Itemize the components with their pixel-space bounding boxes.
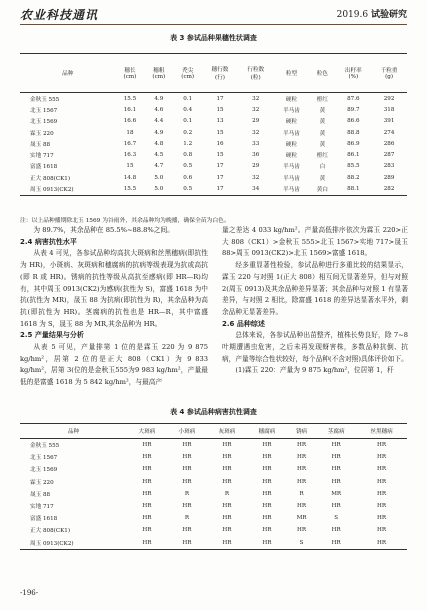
table-cell: 半马齿 (283, 187, 300, 194)
table-cell: HR (222, 442, 232, 449)
table-cell: 15.5 (123, 186, 137, 193)
table-cell: HR (297, 466, 307, 473)
table-cell: 29 (252, 163, 260, 170)
column-header: 茎腐病 (327, 429, 345, 435)
table-cell: MR (296, 515, 307, 522)
column-header: 大斑病 (138, 429, 156, 435)
table-cell: HR (262, 490, 272, 497)
table-cell: R (224, 490, 230, 497)
table-cell: HR (377, 503, 387, 510)
paragraph: 量之差达 4 033 kg/hm²。产量高低排序依次为霖玉 220>正大 808（CK1）>金秋玉 555>北玉 1567>实地 717>晟玉 88>周玉 0913(CK2)>北玉 1569>富盛 1618。 (222, 226, 408, 258)
paragraph: 经多重显著性检验，参试品种进行多重比较的结果显示，霖玉 220 与对照 1(正大 808）相互间无显著差异，但与对照 2(周玉 0913)及其余品种差异显著；其余品种与对照 1 有显著差异，与对照 2 相比，除富盛 1618 的差异达显著水平外，剩余品种无显著差异。 (222, 261, 408, 316)
table-cell: HR (142, 515, 152, 522)
table-cell: HR (377, 466, 387, 473)
paragraph: 总体来说，各参试品种出苗整齐，植株长势良好，除 7~8 叶期遭遇虫危害，之后未再发现蚜害株，多数品种抗倒、抗病，产量等综合性状较好，每个品种(不含对照)具体评价如下。 (222, 331, 408, 363)
variety-name: 富盛 1618 (30, 164, 58, 171)
table-cell: 硬粒 (285, 141, 298, 148)
table-row (20, 524, 407, 536)
header-rule (20, 24, 407, 25)
variety-name: 晟玉 88 (30, 491, 51, 498)
table-cell: HR (297, 442, 307, 449)
table-cell: HR (331, 527, 341, 534)
table3 (20, 53, 407, 196)
table-cell: 17 (216, 186, 224, 193)
table-cell: HR (222, 454, 232, 461)
table-cell: HR (182, 539, 192, 546)
table-cell: 283 (383, 163, 395, 170)
page-header (20, 6, 407, 24)
table-cell: HR (377, 490, 387, 497)
table3-note: 注：以上品种播期除北玉 1569 为谷雨外，其余品种均为晚播，确保全苗为白色。 (20, 218, 230, 224)
table-cell: HR (142, 527, 152, 534)
table-cell: 5.0 (154, 174, 164, 181)
table-cell: 0.1 (183, 95, 193, 102)
table-cell: 391 (383, 118, 395, 125)
table-cell: HR (377, 442, 387, 449)
section-name: 试验研究 (370, 10, 407, 20)
column-header: 丝黑穗病 (370, 429, 393, 435)
table-cell: 0.4 (183, 106, 193, 113)
table-cell: HR (222, 539, 232, 546)
table-cell: 15 (126, 163, 134, 170)
column-header: 出籽率 (%) (344, 68, 362, 80)
table-cell: HR (262, 442, 272, 449)
table-cell: HR (297, 527, 307, 534)
column-header: 秃尖 (cm) (181, 68, 195, 80)
table-cell: HR (222, 478, 232, 485)
issue-info (337, 7, 407, 20)
table-cell: HR (182, 442, 192, 449)
table-cell: HR (142, 466, 152, 473)
table-cell: 黄 (319, 130, 326, 137)
variety-name: 霖玉 220 (30, 479, 54, 486)
table-cell: HR (297, 503, 307, 510)
paragraph: 从表 4 可见，各参试品种均高抗大斑病和丝黑穗病(即抗性为 HR)，小斑病、灰斑病和穗腐病的抗病等级表现为抗或高抗(即 R 或 HR)。锈病的抗性等级从高抗至感病(即 HR—R)均有，其中周玉 0913(CK2)为感病(抗性为 S)，富盛 1618 为中抗(抗性为 MR)，晟玉 88 为抗病(即抗性为 R)，其余品种为高抗(即抗性为 HR)。茎腐病的抗性也是 HR—R，其中富盛 1618 为 S，晟玉 88 为 MR,其余品种为 HR。 (20, 249, 208, 328)
table-cell: 88.2 (347, 174, 360, 181)
table-cell: 89.7 (347, 106, 360, 113)
journal-title: 农业科技通讯 (20, 8, 99, 22)
table-cell: 274 (383, 129, 395, 136)
table-cell: HR (142, 478, 152, 485)
right-column (222, 225, 408, 377)
table-row (20, 500, 407, 512)
table-cell: 86.6 (347, 118, 360, 125)
table-cell: 橙红 (316, 96, 328, 103)
table-row (20, 183, 407, 195)
table-cell: R (184, 490, 190, 497)
table-cell: 0.1 (183, 118, 193, 125)
table-cell: 87.6 (347, 95, 360, 102)
table-cell: 0.6 (183, 174, 193, 181)
variety-name: 北玉 1567 (30, 107, 58, 114)
table-cell: MR (331, 490, 342, 497)
table-cell: 33 (252, 140, 260, 147)
table-row (20, 127, 407, 138)
table-cell: 16.7 (123, 140, 137, 147)
table-cell: 0.5 (183, 163, 193, 170)
section-heading: 2.6 品种综述 (222, 319, 265, 328)
column-header: 穗长 (cm) (123, 68, 137, 80)
table-cell: 4.9 (154, 129, 164, 136)
table-row (20, 161, 407, 172)
table-cell: HR (377, 515, 387, 522)
table-row (20, 488, 407, 500)
table-cell: HR (222, 466, 232, 473)
table-cell: HR (377, 478, 387, 485)
table-cell: 85.5 (347, 163, 360, 170)
table-cell: 282 (383, 186, 395, 193)
table-cell: HR (331, 539, 341, 546)
table-cell: HR (262, 527, 272, 534)
column-header: 品种 (67, 429, 80, 435)
paragraph: (1)霖玉 220：产量为 9 875 kg/hm²，位居第 1，秆 (235, 366, 394, 375)
table-cell: 黄 (319, 141, 326, 148)
table-cell: 15 (216, 152, 224, 159)
variety-name: 金秋玉 555 (30, 443, 60, 450)
table-cell: 白 (319, 164, 326, 171)
table-cell: HR (377, 539, 387, 546)
table-row (20, 476, 407, 488)
table-cell: 287 (383, 152, 395, 159)
column-header: 穗腐病 (258, 429, 276, 435)
table-cell: 5.0 (154, 186, 164, 193)
column-header: 穗行数 (行) (211, 67, 229, 81)
column-header: 品种 (62, 71, 74, 77)
table-cell: 13 (216, 118, 224, 125)
table-cell: 4.8 (154, 140, 164, 147)
table-cell: HR (222, 527, 232, 534)
table-cell: HR (262, 454, 272, 461)
table-cell: HR (331, 466, 341, 473)
table-cell: HR (182, 466, 192, 473)
table-cell: HR (331, 478, 341, 485)
left-column (20, 225, 208, 389)
table-cell: 15 (216, 129, 224, 136)
table-cell: 292 (383, 95, 395, 102)
section-heading: 2.5 产量结果与分析 (20, 331, 84, 340)
column-header: 锈病 (295, 429, 308, 435)
table-cell: HR (142, 442, 152, 449)
table-cell: S (299, 539, 304, 546)
table-cell: 4.9 (154, 95, 164, 102)
table-cell: 半马齿 (283, 130, 300, 137)
table-cell: 黄 (319, 107, 326, 114)
table-row (20, 149, 407, 160)
table-cell: 88.8 (347, 129, 360, 136)
table-cell: HR (142, 503, 152, 510)
variety-name: 金秋玉 555 (30, 96, 60, 103)
table-row (20, 451, 407, 463)
table-row (20, 439, 407, 452)
table-cell: 36 (252, 152, 260, 159)
table-cell: 32 (252, 129, 260, 136)
table-cell: 18 (126, 129, 134, 136)
table-cell: HR (331, 454, 341, 461)
variety-name: 实地 717 (30, 153, 54, 160)
page-number: -196- (20, 589, 39, 597)
column-header: 粒型 (285, 71, 298, 77)
table-cell: 16.1 (123, 106, 137, 113)
table-cell: 289 (383, 174, 395, 181)
table-cell: HR (142, 539, 152, 546)
table-cell: 1.2 (183, 140, 193, 147)
table-cell: HR (297, 478, 307, 485)
table-cell: 16 (216, 140, 224, 147)
variety-name: 北玉 1569 (30, 467, 58, 474)
table-cell: 32 (252, 174, 260, 181)
table-cell: HR (262, 539, 272, 546)
variety-name: 北玉 1569 (30, 119, 58, 126)
column-header: 小斑病 (178, 429, 196, 435)
table-cell: S (334, 515, 339, 522)
table-cell: 橙红 (316, 153, 328, 160)
table-cell: 黄 (319, 175, 326, 182)
table-cell: HR (182, 527, 192, 534)
table-cell: 88.1 (347, 186, 360, 193)
table-cell: 0.5 (183, 186, 193, 193)
table-cell: 17 (216, 163, 224, 170)
column-header: 行粒数 (粒) (247, 67, 265, 81)
table-cell: 半马齿 (283, 175, 300, 182)
table-cell: 16.6 (123, 118, 137, 125)
table-cell: 32 (252, 106, 260, 113)
table-cell: 17 (216, 174, 224, 181)
table-cell: HR (262, 478, 272, 485)
table-cell: 0.2 (183, 129, 193, 136)
paragraph: 为 89.7%，其余品种在 85.5%~88.8%之间。 (33, 226, 174, 234)
variety-name: 正大 808(CK1) (30, 528, 71, 535)
table-cell: HR (142, 454, 152, 461)
table-cell: 4.6 (154, 106, 164, 113)
table-cell: 14.8 (123, 174, 137, 181)
table-cell: 4.5 (154, 152, 164, 159)
table-cell: 半马齿 (283, 107, 300, 114)
table-cell: HR (222, 515, 232, 522)
variety-name: 富盛 1618 (30, 516, 58, 523)
table-cell: 4.4 (154, 118, 164, 125)
table-cell: 32 (252, 95, 260, 102)
table-cell: 16.3 (123, 152, 137, 159)
variety-name: 晟玉 88 (30, 141, 51, 148)
variety-name: 霖玉 220 (30, 130, 54, 137)
table-cell: R (299, 490, 304, 497)
issue-number: 2019.6 (336, 10, 369, 20)
variety-name: 实地 717 (30, 504, 54, 511)
table-row (20, 116, 407, 127)
table-cell: HR (331, 503, 341, 510)
table-cell: HR (262, 515, 272, 522)
table-cell: HR (182, 478, 192, 485)
table-cell: HR (262, 466, 272, 473)
table-cell: 286 (383, 140, 395, 147)
table-cell: HR (182, 454, 192, 461)
variety-name: 周玉 0913(CK2) (30, 187, 74, 194)
table-row (20, 512, 407, 524)
table-cell: HR (331, 442, 341, 449)
table-cell: 29 (252, 118, 260, 125)
table-row (20, 93, 407, 105)
table-cell: 硬粒 (285, 96, 298, 103)
table-row (20, 537, 407, 550)
table-cell: 15 (216, 106, 224, 113)
table-cell: 34 (252, 186, 260, 193)
table3-caption: 表 3 参试品种果穗性状调查 (170, 34, 257, 42)
table-row (20, 463, 407, 475)
table4 (20, 423, 407, 550)
table4-caption: 表 4 参试品种病害抗性调查 (170, 408, 257, 416)
table-cell: 硬粒 (285, 119, 298, 126)
table-cell: HR (377, 527, 387, 534)
column-header: 穗粗 (cm) (152, 68, 166, 80)
variety-name: 周玉 0913(CK2) (30, 540, 74, 547)
table-cell: 86.9 (347, 140, 360, 147)
variety-name: 北玉 1567 (30, 455, 58, 462)
table-cell: HR (142, 490, 152, 497)
table-cell: 318 (383, 106, 395, 113)
column-header: 灰斑病 (218, 429, 236, 435)
table-cell: HR (262, 503, 272, 510)
section-heading: 2.4 病害抗性水平 (20, 237, 77, 246)
table-cell: 4.7 (154, 163, 164, 170)
table-row (20, 172, 407, 183)
column-header: 千粒重 (g) (380, 68, 398, 80)
table-cell: HR (182, 503, 192, 510)
table-cell: HR (377, 454, 387, 461)
column-header: 粒色 (316, 71, 328, 77)
table-cell: R (184, 515, 190, 522)
table-row (20, 138, 407, 149)
table-cell: 15.5 (123, 95, 137, 102)
table-cell: HR (222, 503, 232, 510)
table-cell: 硬粒 (285, 153, 298, 160)
paragraph: 从表 5 可见，产量排第 1 位的是霖玉 220 为 9 875 kg/hm²，居第 2 位的是正大 808（CK1）为 9 833 kg/hm²，居第 3(位的是金秋玉555为9 983 kg/hm²，产量最低的是富盛 1618 为 5 842 kg/hm²，与最高产 (20, 343, 208, 387)
table-cell: 黄白 (316, 187, 328, 194)
table-row (20, 104, 407, 115)
variety-name: 正大 808(CK1) (30, 175, 71, 182)
table-cell: 黄 (319, 119, 326, 126)
table-cell: 86.1 (347, 152, 360, 159)
table-cell: 17 (216, 95, 224, 102)
table-cell: HR (297, 454, 307, 461)
table-cell: 0.8 (183, 152, 193, 159)
table-cell: 半马齿 (283, 164, 300, 171)
